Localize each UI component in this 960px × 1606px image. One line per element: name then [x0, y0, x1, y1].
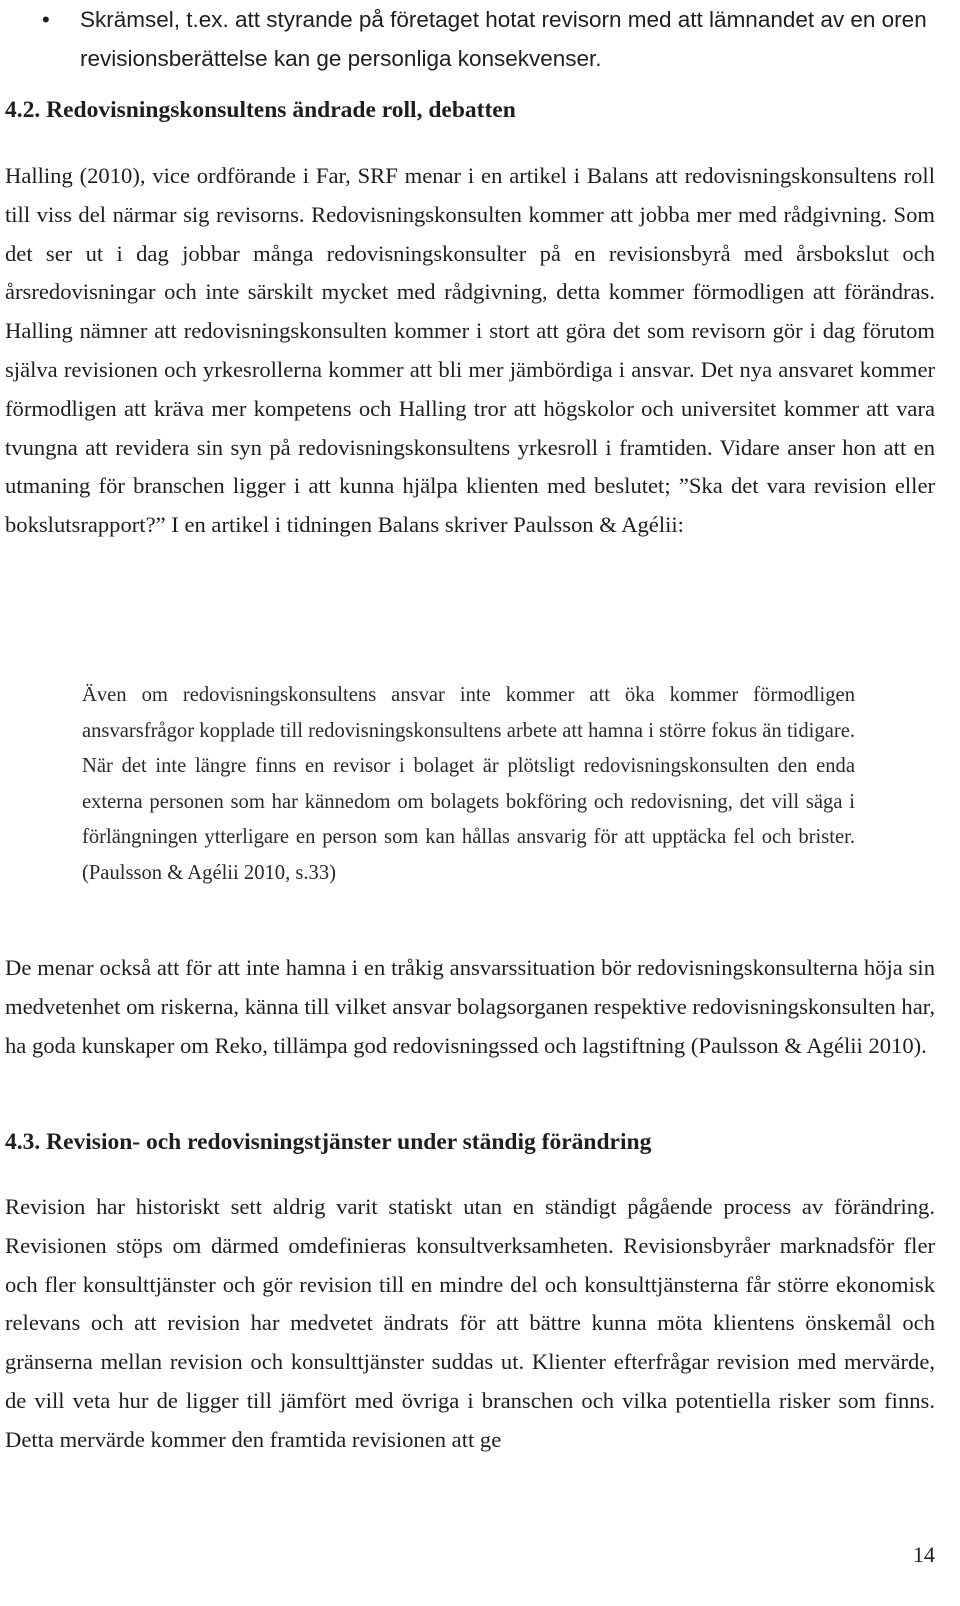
body-paragraph-revision: Revision har historiskt sett aldrig varit statiskt utan en ständigt pågående process av förändring. Revisionen stöps om därmed omdefinieras konsultverksamheten. Revisionsbyråer marknadsför fler och fler konsulttjänster och gör revision till en mindre del och konsulttjänsterna får större ekonomisk relevans och att revision har medvetet ändrats för att bättre kunna möta klientens önskemål och gränserna mellan revision och konsulttjänster suddas ut. Klienter efterfrågar revision med mervärde, de vill veta hur de ligger till jämfört med övriga i branschen och vilka potentiella risker som finns. Detta mervärde kommer den framtida revisionen att ge [5, 1194, 935, 1452]
bullet-list-item [42, 0, 940, 78]
bullet-icon: • [42, 7, 50, 32]
body-paragraph-halling: Halling (2010), vice ordförande i Far, SRF menar i en artikel i Balans att redovisningskonsultens roll till viss del närmar sig revisorns. Redovisningskonsulten kommer att jobba mer med rådgivning. Som det ser ut i dag jobbar många redovisningskonsulter på en revisionsbyrå med årsbokslut och årsredovisningar och inte särskilt mycket med rådgivning, detta kommer förmodligen att förändras. Halling nämner att redovisningskonsulten kommer i stort att göra det som revisorn gör i dag förutom själva revisionen och yrkesrollerna kommer att bli mer jämbördiga i ansvar. Det nya ansvaret kommer förmodligen att kräva mer kompetens och Halling tror att högskolor och universitet kommer att vara tvungna att revidera sin syn på redovisningskonsultens yrkesroll i framtiden. Vidare anser hon att en utmaning för branschen ligger i att kunna hjälpa klienten med beslutet; ”Ska det vara revision eller bokslutsrapport?” I en artikel i tidningen Balans skriver Paulsson & Agélii: [5, 163, 935, 538]
section-heading-4-2: 4.2. Redovisningskonsultens ändrade roll, debatten [5, 97, 516, 123]
block-quote: Även om redovisningskonsultens ansvar inte kommer att öka kommer förmodligen ansvarsfrågor kopplade till redovisningskonsultens arbete att hamna i större fokus än tidigare. När det inte längre finns en revisor i bolaget är plötsligt redovisningskonsulten den enda externa personen som har kännedom om bolagets bokföring och redovisning, det vill säga i förlängningen ytterligare en person som kan hållas ansvarig för att upptäcka fel och brister. (Paulsson & Agélii 2010, s.33) [82, 684, 855, 884]
section-heading-4-3: 4.3. Revision- och redovisningstjänster under ständig förändring [5, 1129, 652, 1155]
body-paragraph-after-quote: De menar också att för att inte hamna i en tråkig ansvarssituation bör redovisningskonsulterna höja sin medvetenhet om riskerna, känna till vilket ansvar bolagsorganen respektive redovisningskonsulten har, ha goda kunskaper om Reko, tillämpa god redovisningssed och lagstiftning (Paulsson & Agélii 2010). [5, 955, 935, 1058]
bullet-text: Skrämsel, t.ex. att styrande på företaget hotat revisorn med att lämnandet av en oren revisionsberättelse kan ge personliga konsekvenser. [80, 7, 927, 71]
page-number: 14 [913, 1542, 935, 1567]
